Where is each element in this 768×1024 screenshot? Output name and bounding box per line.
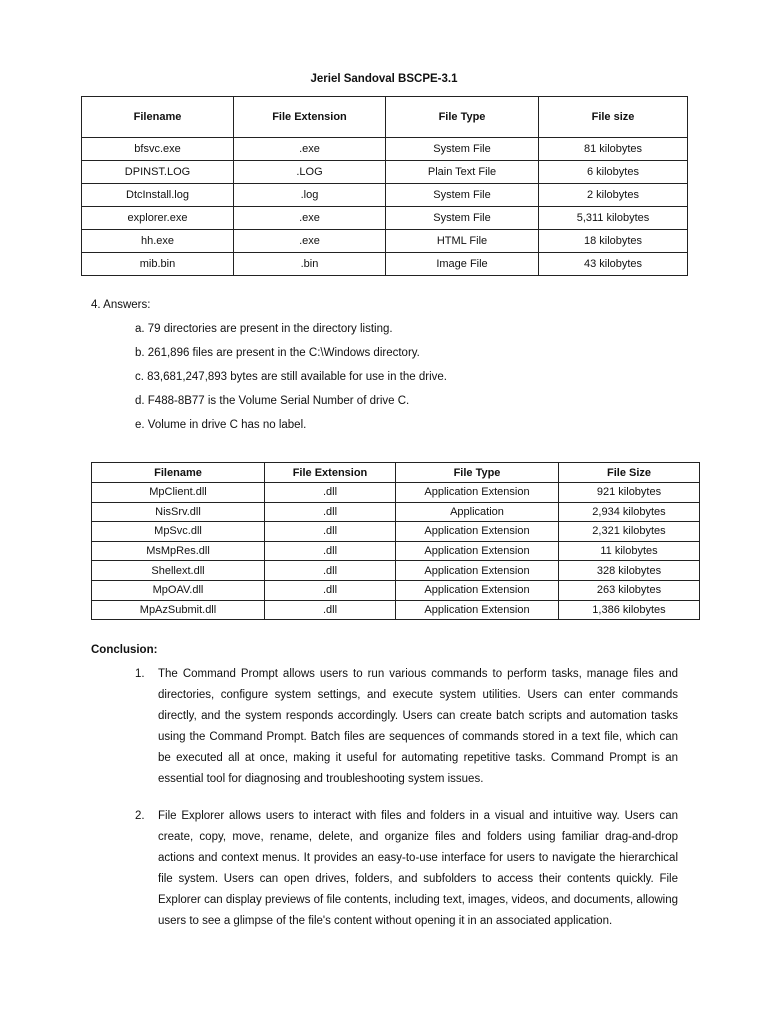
table-row xyxy=(92,502,700,522)
table-cell: DPINST.LOG xyxy=(82,161,234,184)
table-cell: Plain Text File xyxy=(386,161,539,184)
table-row xyxy=(92,522,700,542)
table-cell: .dll xyxy=(265,580,396,600)
table-cell: DtcInstall.log xyxy=(82,184,234,207)
table-row xyxy=(92,580,700,600)
table-cell: 921 kilobytes xyxy=(559,483,700,503)
table-cell: .dll xyxy=(265,561,396,581)
table-cell: 11 kilobytes xyxy=(559,541,700,561)
file-table-1 xyxy=(81,96,688,276)
table-cell: 2,934 kilobytes xyxy=(559,502,700,522)
table-cell: .exe xyxy=(234,230,386,253)
table-cell: .LOG xyxy=(234,161,386,184)
table-cell: .exe xyxy=(234,138,386,161)
table-cell: .dll xyxy=(265,522,396,542)
column-header: File Size xyxy=(559,463,700,483)
table-cell: .dll xyxy=(265,600,396,620)
table-cell: 81 kilobytes xyxy=(539,138,688,161)
table-cell: explorer.exe xyxy=(82,207,234,230)
column-header: File Type xyxy=(396,463,559,483)
conclusion-item xyxy=(135,806,678,932)
table-row xyxy=(92,600,700,620)
table-cell: 263 kilobytes xyxy=(559,580,700,600)
conclusion-heading: Conclusion: xyxy=(91,644,158,656)
table-cell: .dll xyxy=(265,502,396,522)
table-cell: Image File xyxy=(386,253,539,276)
table-row xyxy=(82,161,688,184)
table-cell: 18 kilobytes xyxy=(539,230,688,253)
table-cell: 2,321 kilobytes xyxy=(559,522,700,542)
column-header: Filename xyxy=(92,463,265,483)
table-cell: .exe xyxy=(234,207,386,230)
table-cell: 1,386 kilobytes xyxy=(559,600,700,620)
table-cell: NisSrv.dll xyxy=(92,502,265,522)
table-cell: .dll xyxy=(265,541,396,561)
list-number: 2. xyxy=(135,810,145,822)
table-row xyxy=(92,561,700,581)
column-header: File Type xyxy=(386,97,539,138)
table-cell: hh.exe xyxy=(82,230,234,253)
table-cell: System File xyxy=(386,207,539,230)
answers-list xyxy=(135,320,447,440)
table-cell: Application Extension xyxy=(396,561,559,581)
table-header-row xyxy=(82,97,688,138)
table-cell: 6 kilobytes xyxy=(539,161,688,184)
table-header-row xyxy=(92,463,700,483)
answer-item: c. 83,681,247,893 bytes are still available for use in the drive. xyxy=(135,371,447,383)
table-row xyxy=(92,541,700,561)
table-cell: MsMpRes.dll xyxy=(92,541,265,561)
table-cell: System File xyxy=(386,138,539,161)
list-number: 1. xyxy=(135,668,145,680)
answer-item: e. Volume in drive C has no label. xyxy=(135,419,307,431)
table-cell: 2 kilobytes xyxy=(539,184,688,207)
answers-heading: 4. Answers: xyxy=(91,299,151,311)
table-cell: mib.bin xyxy=(82,253,234,276)
table-row xyxy=(82,138,688,161)
column-header: File Extension xyxy=(234,97,386,138)
table-cell: 43 kilobytes xyxy=(539,253,688,276)
table-cell: .log xyxy=(234,184,386,207)
file-table-2 xyxy=(91,462,700,620)
table-cell: .bin xyxy=(234,253,386,276)
table-cell: HTML File xyxy=(386,230,539,253)
table-cell: Application Extension xyxy=(396,541,559,561)
table-cell: bfsvc.exe xyxy=(82,138,234,161)
table-cell: Shellext.dll xyxy=(92,561,265,581)
table-row xyxy=(82,207,688,230)
table-cell: MpSvc.dll xyxy=(92,522,265,542)
table-cell: Application xyxy=(396,502,559,522)
table-cell: 328 kilobytes xyxy=(559,561,700,581)
table-cell: .dll xyxy=(265,483,396,503)
table-cell: 5,311 kilobytes xyxy=(539,207,688,230)
table-cell: Application Extension xyxy=(396,580,559,600)
table-row xyxy=(82,230,688,253)
column-header: File Extension xyxy=(265,463,396,483)
table-cell: MpClient.dll xyxy=(92,483,265,503)
column-header: File size xyxy=(539,97,688,138)
table-cell: MpOAV.dll xyxy=(92,580,265,600)
conclusion-text: The Command Prompt allows users to run various commands to perform tasks, manage files and directories, configure system settings, and execute system utilities. Users can enter commands directly, and the system responds accordingly. Users can create batch scripts and automation tasks using the Command Prompt. Batch files are sequences of commands stored in a text file, which can be executed all at once, making it useful for automating repetitive tasks. Command Prompt is an essential tool for diagnosing and troubleshooting system issues. xyxy=(158,668,678,785)
table-cell: Application Extension xyxy=(396,522,559,542)
table-cell: MpAzSubmit.dll xyxy=(92,600,265,620)
column-header: Filename xyxy=(82,97,234,138)
table-cell: Application Extension xyxy=(396,483,559,503)
table-row xyxy=(92,483,700,503)
table-row xyxy=(82,184,688,207)
conclusion-item xyxy=(135,664,678,790)
table-row xyxy=(82,253,688,276)
table-cell: System File xyxy=(386,184,539,207)
conclusion-text: File Explorer allows users to interact with files and folders in a visual and intuitive way. Users can create, copy, move, rename, delete, and organize files and folders using familiar drag-and-drop actions and context menus. It provides an easy-to-use interface for users to navigate the hierarchical file system. Users can open drives, folders, and subfolders to access their contents quickly. File Explorer can display previews of file contents, including text, images, videos, and documents, allowing users to see a glimpse of the file's content without opening it in an associated application. xyxy=(158,810,678,927)
answer-item: a. 79 directories are present in the directory listing. xyxy=(135,323,393,335)
page-title: Jeriel Sandoval BSCPE-3.1 xyxy=(310,73,458,85)
table-cell: Application Extension xyxy=(396,600,559,620)
answer-item: b. 261,896 files are present in the C:\Windows directory. xyxy=(135,347,420,359)
answer-item: d. F488-8B77 is the Volume Serial Number of drive C. xyxy=(135,395,410,407)
